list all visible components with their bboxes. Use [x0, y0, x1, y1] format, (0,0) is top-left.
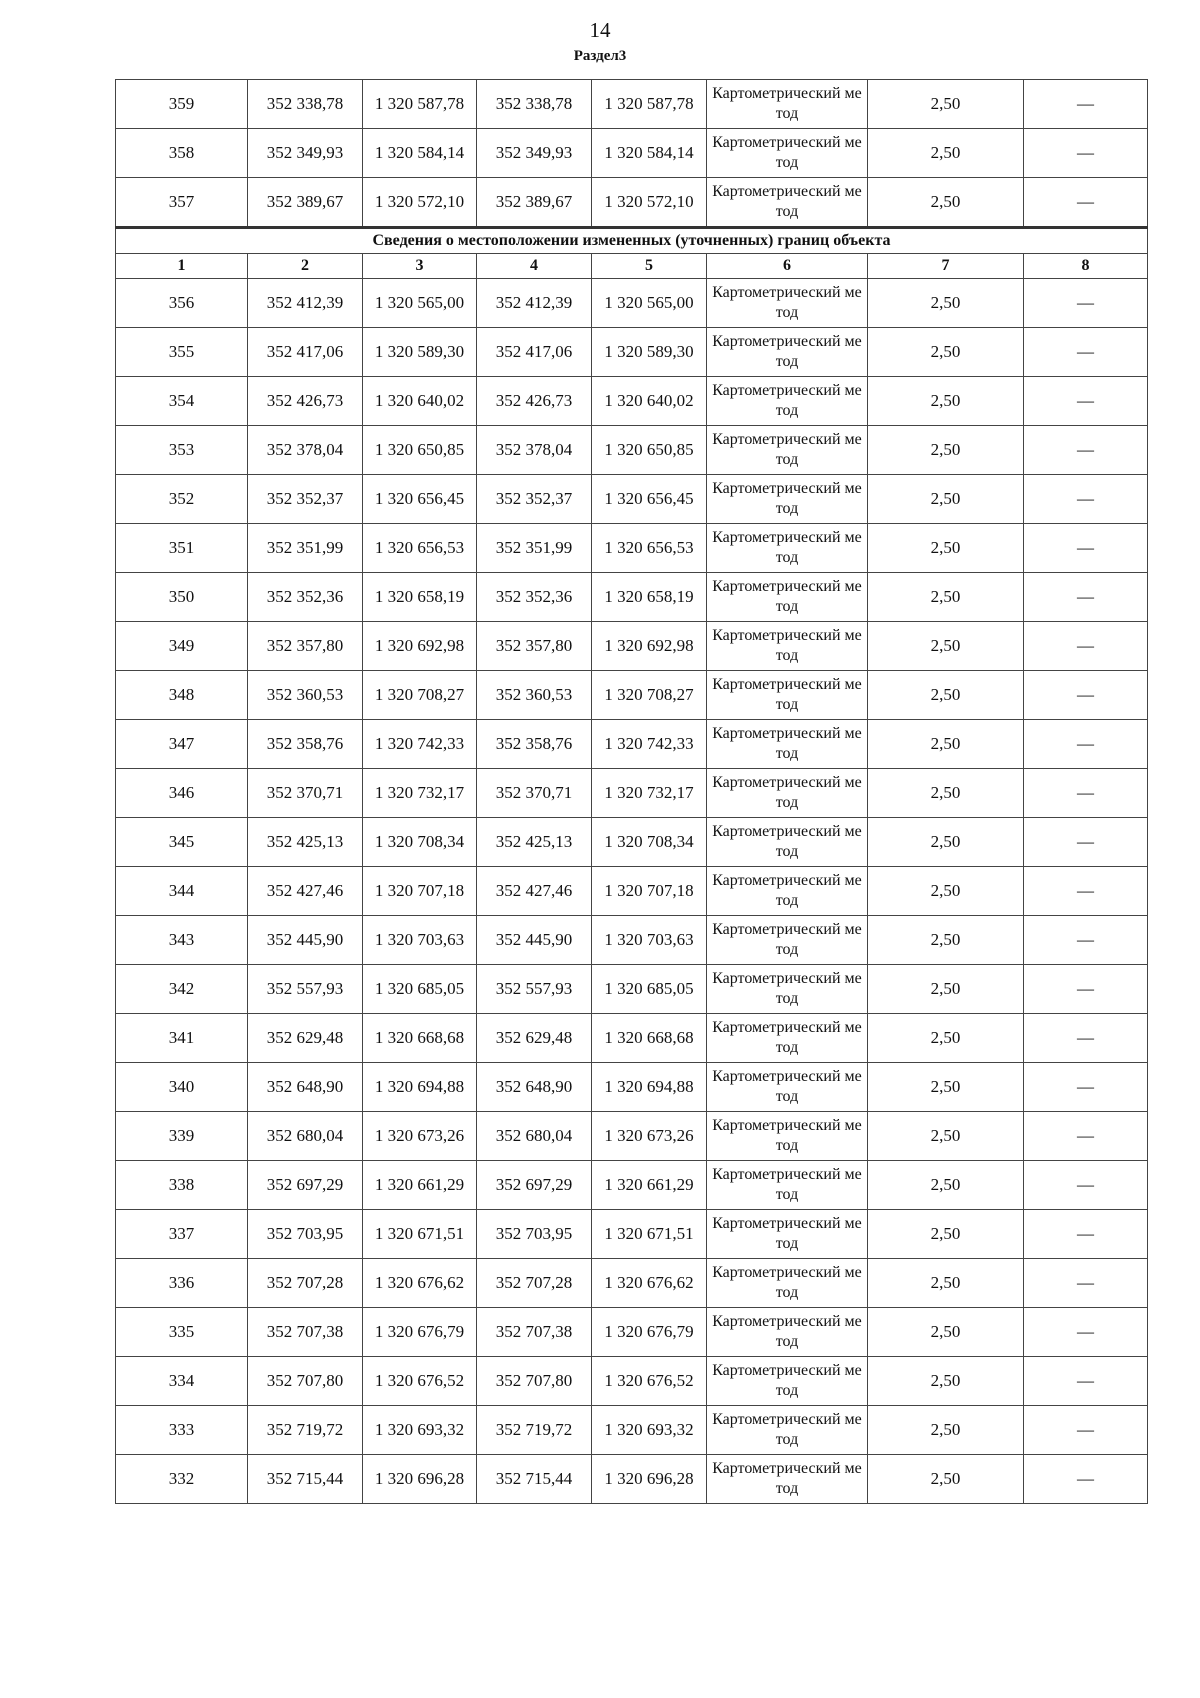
y-new-cell: 1 320 656,45: [592, 475, 707, 524]
x-old-cell: 352 629,48: [248, 1014, 363, 1063]
y-old-cell: 1 320 732,17: [363, 769, 477, 818]
table-row: [116, 1259, 1148, 1308]
point-number-cell: 335: [116, 1308, 248, 1357]
method-cell: Картометрический метод: [707, 1357, 868, 1406]
point-number-cell: 350: [116, 573, 248, 622]
point-number-cell: 337: [116, 1210, 248, 1259]
accuracy-cell: 2,50: [868, 818, 1024, 867]
page-number: 14: [589, 18, 611, 42]
x-old-cell: 352 697,29: [248, 1161, 363, 1210]
table-row: [116, 916, 1148, 965]
point-number-cell: 354: [116, 377, 248, 426]
table-row: [116, 377, 1148, 426]
x-old-cell: 352 360,53: [248, 671, 363, 720]
point-number-cell: 347: [116, 720, 248, 769]
x-old-cell: 352 707,28: [248, 1259, 363, 1308]
y-new-cell: 1 320 589,30: [592, 328, 707, 377]
accuracy-cell: 2,50: [868, 426, 1024, 475]
x-old-cell: 352 378,04: [248, 426, 363, 475]
x-old-cell: 352 719,72: [248, 1406, 363, 1455]
x-old-cell: 352 352,37: [248, 475, 363, 524]
accuracy-cell: 2,50: [868, 1308, 1024, 1357]
x-old-cell: 352 445,90: [248, 916, 363, 965]
column-number: 6: [707, 254, 868, 279]
x-new-cell: 352 378,04: [477, 426, 592, 475]
accuracy-cell: 2,50: [868, 377, 1024, 426]
table-section-body: [116, 228, 1148, 279]
x-new-cell: 352 349,93: [477, 129, 592, 178]
x-new-cell: 352 445,90: [477, 916, 592, 965]
table-row: [116, 818, 1148, 867]
note-cell: —: [1024, 769, 1148, 818]
note-cell: —: [1024, 818, 1148, 867]
y-old-cell: 1 320 708,27: [363, 671, 477, 720]
method-cell: Картометрический метод: [707, 1210, 868, 1259]
y-old-cell: 1 320 676,79: [363, 1308, 477, 1357]
accuracy-cell: 2,50: [868, 720, 1024, 769]
note-cell: —: [1024, 867, 1148, 916]
section-heading-row: [116, 228, 1148, 254]
table-top-body: [116, 80, 1148, 228]
y-new-cell: 1 320 694,88: [592, 1063, 707, 1112]
accuracy-cell: 2,50: [868, 1210, 1024, 1259]
y-new-cell: 1 320 650,85: [592, 426, 707, 475]
y-old-cell: 1 320 572,10: [363, 178, 477, 228]
method-cell: Картометрический метод: [707, 328, 868, 377]
note-cell: —: [1024, 377, 1148, 426]
note-cell: —: [1024, 671, 1148, 720]
point-number-cell: 359: [116, 80, 248, 129]
method-cell: Картометрический метод: [707, 1308, 868, 1357]
table-row: [116, 80, 1148, 129]
x-new-cell: 352 412,39: [477, 279, 592, 328]
y-new-cell: 1 320 732,17: [592, 769, 707, 818]
y-old-cell: 1 320 658,19: [363, 573, 477, 622]
y-new-cell: 1 320 676,79: [592, 1308, 707, 1357]
y-new-cell: 1 320 572,10: [592, 178, 707, 228]
point-number-cell: 342: [116, 965, 248, 1014]
point-number-cell: 351: [116, 524, 248, 573]
point-number-cell: 334: [116, 1357, 248, 1406]
y-new-cell: 1 320 668,68: [592, 1014, 707, 1063]
method-cell: Картометрический метод: [707, 426, 868, 475]
point-number-cell: 332: [116, 1455, 248, 1504]
y-old-cell: 1 320 668,68: [363, 1014, 477, 1063]
note-cell: —: [1024, 622, 1148, 671]
accuracy-cell: 2,50: [868, 769, 1024, 818]
x-new-cell: 352 427,46: [477, 867, 592, 916]
x-old-cell: 352 370,71: [248, 769, 363, 818]
x-old-cell: 352 357,80: [248, 622, 363, 671]
table-row: [116, 720, 1148, 769]
x-new-cell: 352 338,78: [477, 80, 592, 129]
method-cell: Картометрический метод: [707, 524, 868, 573]
table-row: [116, 178, 1148, 228]
y-old-cell: 1 320 696,28: [363, 1455, 477, 1504]
point-number-cell: 333: [116, 1406, 248, 1455]
method-cell: Картометрический метод: [707, 178, 868, 228]
table-row: [116, 129, 1148, 178]
note-cell: —: [1024, 279, 1148, 328]
note-cell: —: [1024, 426, 1148, 475]
accuracy-cell: 2,50: [868, 1455, 1024, 1504]
note-cell: —: [1024, 80, 1148, 129]
x-new-cell: 352 557,93: [477, 965, 592, 1014]
accuracy-cell: 2,50: [868, 279, 1024, 328]
note-cell: —: [1024, 916, 1148, 965]
y-old-cell: 1 320 650,85: [363, 426, 477, 475]
accuracy-cell: 2,50: [868, 1014, 1024, 1063]
accuracy-cell: 2,50: [868, 524, 1024, 573]
x-new-cell: 352 417,06: [477, 328, 592, 377]
y-new-cell: 1 320 685,05: [592, 965, 707, 1014]
point-number-cell: 348: [116, 671, 248, 720]
method-cell: Картометрический метод: [707, 573, 868, 622]
column-number: 4: [477, 254, 592, 279]
point-number-cell: 346: [116, 769, 248, 818]
y-old-cell: 1 320 656,45: [363, 475, 477, 524]
y-new-cell: 1 320 692,98: [592, 622, 707, 671]
accuracy-cell: 2,50: [868, 1063, 1024, 1112]
point-number-cell: 355: [116, 328, 248, 377]
y-new-cell: 1 320 708,34: [592, 818, 707, 867]
x-old-cell: 352 680,04: [248, 1112, 363, 1161]
accuracy-cell: 2,50: [868, 1357, 1024, 1406]
x-old-cell: 352 389,67: [248, 178, 363, 228]
note-cell: —: [1024, 1406, 1148, 1455]
accuracy-cell: 2,50: [868, 129, 1024, 178]
point-number-cell: 339: [116, 1112, 248, 1161]
table-row: [116, 1308, 1148, 1357]
note-cell: —: [1024, 1063, 1148, 1112]
method-cell: Картометрический метод: [707, 622, 868, 671]
x-new-cell: 352 425,13: [477, 818, 592, 867]
accuracy-cell: 2,50: [868, 328, 1024, 377]
y-old-cell: 1 320 676,52: [363, 1357, 477, 1406]
x-old-cell: 352 557,93: [248, 965, 363, 1014]
table-row: [116, 1210, 1148, 1259]
y-new-cell: 1 320 676,62: [592, 1259, 707, 1308]
method-cell: Картометрический метод: [707, 377, 868, 426]
method-cell: Картометрический метод: [707, 475, 868, 524]
y-new-cell: 1 320 673,26: [592, 1112, 707, 1161]
x-new-cell: 352 352,36: [477, 573, 592, 622]
y-old-cell: 1 320 656,53: [363, 524, 477, 573]
note-cell: —: [1024, 328, 1148, 377]
coordinates-table: [115, 79, 1148, 1504]
y-new-cell: 1 320 671,51: [592, 1210, 707, 1259]
table-row: [116, 1112, 1148, 1161]
note-cell: —: [1024, 524, 1148, 573]
x-old-cell: 352 351,99: [248, 524, 363, 573]
x-new-cell: 352 360,53: [477, 671, 592, 720]
table-row: [116, 475, 1148, 524]
y-old-cell: 1 320 742,33: [363, 720, 477, 769]
note-cell: —: [1024, 1112, 1148, 1161]
point-number-cell: 353: [116, 426, 248, 475]
y-new-cell: 1 320 656,53: [592, 524, 707, 573]
y-new-cell: 1 320 587,78: [592, 80, 707, 129]
y-old-cell: 1 320 640,02: [363, 377, 477, 426]
point-number-cell: 336: [116, 1259, 248, 1308]
table-row: [116, 1357, 1148, 1406]
point-number-cell: 357: [116, 178, 248, 228]
method-cell: Картометрический метод: [707, 279, 868, 328]
note-cell: —: [1024, 573, 1148, 622]
x-new-cell: 352 629,48: [477, 1014, 592, 1063]
table-row: [116, 769, 1148, 818]
point-number-cell: 356: [116, 279, 248, 328]
accuracy-cell: 2,50: [868, 1406, 1024, 1455]
method-cell: Картометрический метод: [707, 965, 868, 1014]
table-row: [116, 1406, 1148, 1455]
section-heading: Сведения о местоположении измененных (уточненных) границ объекта: [116, 228, 1148, 254]
accuracy-cell: 2,50: [868, 622, 1024, 671]
x-old-cell: 352 417,06: [248, 328, 363, 377]
y-new-cell: 1 320 703,63: [592, 916, 707, 965]
table-row: [116, 279, 1148, 328]
y-old-cell: 1 320 685,05: [363, 965, 477, 1014]
note-cell: —: [1024, 1161, 1148, 1210]
y-new-cell: 1 320 742,33: [592, 720, 707, 769]
x-old-cell: 352 358,76: [248, 720, 363, 769]
note-cell: —: [1024, 1357, 1148, 1406]
method-cell: Картометрический метод: [707, 769, 868, 818]
method-cell: Картометрический метод: [707, 80, 868, 129]
note-cell: —: [1024, 1259, 1148, 1308]
y-new-cell: 1 320 584,14: [592, 129, 707, 178]
point-number-cell: 341: [116, 1014, 248, 1063]
note-cell: —: [1024, 1014, 1148, 1063]
y-new-cell: 1 320 661,29: [592, 1161, 707, 1210]
accuracy-cell: 2,50: [868, 80, 1024, 129]
point-number-cell: 338: [116, 1161, 248, 1210]
table-row: [116, 622, 1148, 671]
method-cell: Картометрический метод: [707, 818, 868, 867]
y-new-cell: 1 320 658,19: [592, 573, 707, 622]
accuracy-cell: 2,50: [868, 1112, 1024, 1161]
accuracy-cell: 2,50: [868, 573, 1024, 622]
method-cell: Картометрический метод: [707, 867, 868, 916]
y-old-cell: 1 320 587,78: [363, 80, 477, 129]
y-new-cell: 1 320 696,28: [592, 1455, 707, 1504]
accuracy-cell: 2,50: [868, 867, 1024, 916]
point-number-cell: 344: [116, 867, 248, 916]
method-cell: Картометрический метод: [707, 720, 868, 769]
x-old-cell: 352 338,78: [248, 80, 363, 129]
accuracy-cell: 2,50: [868, 178, 1024, 228]
y-new-cell: 1 320 693,32: [592, 1406, 707, 1455]
column-number-row: [116, 254, 1148, 279]
table-row: [116, 1455, 1148, 1504]
x-new-cell: 352 680,04: [477, 1112, 592, 1161]
point-number-cell: 340: [116, 1063, 248, 1112]
x-new-cell: 352 426,73: [477, 377, 592, 426]
x-old-cell: 352 707,80: [248, 1357, 363, 1406]
note-cell: —: [1024, 178, 1148, 228]
table-row: [116, 1161, 1148, 1210]
method-cell: Картометрический метод: [707, 671, 868, 720]
method-cell: Картометрический метод: [707, 129, 868, 178]
x-new-cell: 352 389,67: [477, 178, 592, 228]
x-new-cell: 352 357,80: [477, 622, 592, 671]
x-old-cell: 352 426,73: [248, 377, 363, 426]
x-old-cell: 352 427,46: [248, 867, 363, 916]
y-old-cell: 1 320 692,98: [363, 622, 477, 671]
y-old-cell: 1 320 589,30: [363, 328, 477, 377]
method-cell: Картометрический метод: [707, 1161, 868, 1210]
x-old-cell: 352 648,90: [248, 1063, 363, 1112]
point-number-cell: 352: [116, 475, 248, 524]
y-old-cell: 1 320 661,29: [363, 1161, 477, 1210]
note-cell: —: [1024, 1308, 1148, 1357]
point-number-cell: 345: [116, 818, 248, 867]
column-number: 8: [1024, 254, 1148, 279]
x-new-cell: 352 719,72: [477, 1406, 592, 1455]
x-old-cell: 352 425,13: [248, 818, 363, 867]
point-number-cell: 349: [116, 622, 248, 671]
y-old-cell: 1 320 673,26: [363, 1112, 477, 1161]
column-number: 5: [592, 254, 707, 279]
column-number: 1: [116, 254, 248, 279]
note-cell: —: [1024, 965, 1148, 1014]
x-new-cell: 352 370,71: [477, 769, 592, 818]
method-cell: Картометрический метод: [707, 1259, 868, 1308]
accuracy-cell: 2,50: [868, 671, 1024, 720]
y-old-cell: 1 320 565,00: [363, 279, 477, 328]
y-new-cell: 1 320 708,27: [592, 671, 707, 720]
x-old-cell: 352 707,38: [248, 1308, 363, 1357]
table-row: [116, 965, 1148, 1014]
section-title: Раздел3: [573, 48, 627, 64]
note-cell: —: [1024, 129, 1148, 178]
x-old-cell: 352 412,39: [248, 279, 363, 328]
x-new-cell: 352 697,29: [477, 1161, 592, 1210]
note-cell: —: [1024, 1210, 1148, 1259]
x-old-cell: 352 715,44: [248, 1455, 363, 1504]
x-new-cell: 352 352,37: [477, 475, 592, 524]
table-row: [116, 1014, 1148, 1063]
x-old-cell: 352 703,95: [248, 1210, 363, 1259]
y-old-cell: 1 320 694,88: [363, 1063, 477, 1112]
accuracy-cell: 2,50: [868, 1259, 1024, 1308]
y-old-cell: 1 320 707,18: [363, 867, 477, 916]
x-new-cell: 352 707,38: [477, 1308, 592, 1357]
table-row: [116, 573, 1148, 622]
column-number: 2: [248, 254, 363, 279]
table-row: [116, 328, 1148, 377]
column-number: 7: [868, 254, 1024, 279]
method-cell: Картометрический метод: [707, 1063, 868, 1112]
x-new-cell: 352 715,44: [477, 1455, 592, 1504]
note-cell: —: [1024, 1455, 1148, 1504]
y-new-cell: 1 320 707,18: [592, 867, 707, 916]
accuracy-cell: 2,50: [868, 965, 1024, 1014]
table-main-body: [116, 279, 1148, 1504]
y-new-cell: 1 320 676,52: [592, 1357, 707, 1406]
table-row: [116, 524, 1148, 573]
accuracy-cell: 2,50: [868, 916, 1024, 965]
x-new-cell: 352 703,95: [477, 1210, 592, 1259]
table-row: [116, 1063, 1148, 1112]
y-old-cell: 1 320 671,51: [363, 1210, 477, 1259]
y-old-cell: 1 320 676,62: [363, 1259, 477, 1308]
method-cell: Картометрический метод: [707, 1112, 868, 1161]
y-new-cell: 1 320 565,00: [592, 279, 707, 328]
method-cell: Картометрический метод: [707, 916, 868, 965]
column-number: 3: [363, 254, 477, 279]
y-old-cell: 1 320 693,32: [363, 1406, 477, 1455]
x-old-cell: 352 349,93: [248, 129, 363, 178]
x-new-cell: 352 707,28: [477, 1259, 592, 1308]
point-number-cell: 343: [116, 916, 248, 965]
method-cell: Картометрический метод: [707, 1406, 868, 1455]
x-new-cell: 352 351,99: [477, 524, 592, 573]
accuracy-cell: 2,50: [868, 475, 1024, 524]
x-new-cell: 352 648,90: [477, 1063, 592, 1112]
y-old-cell: 1 320 708,34: [363, 818, 477, 867]
x-old-cell: 352 352,36: [248, 573, 363, 622]
method-cell: Картометрический метод: [707, 1014, 868, 1063]
x-new-cell: 352 358,76: [477, 720, 592, 769]
table-row: [116, 426, 1148, 475]
y-old-cell: 1 320 703,63: [363, 916, 477, 965]
note-cell: —: [1024, 720, 1148, 769]
table-row: [116, 671, 1148, 720]
point-number-cell: 358: [116, 129, 248, 178]
x-new-cell: 352 707,80: [477, 1357, 592, 1406]
y-new-cell: 1 320 640,02: [592, 377, 707, 426]
note-cell: —: [1024, 475, 1148, 524]
y-old-cell: 1 320 584,14: [363, 129, 477, 178]
method-cell: Картометрический метод: [707, 1455, 868, 1504]
accuracy-cell: 2,50: [868, 1161, 1024, 1210]
table-row: [116, 867, 1148, 916]
